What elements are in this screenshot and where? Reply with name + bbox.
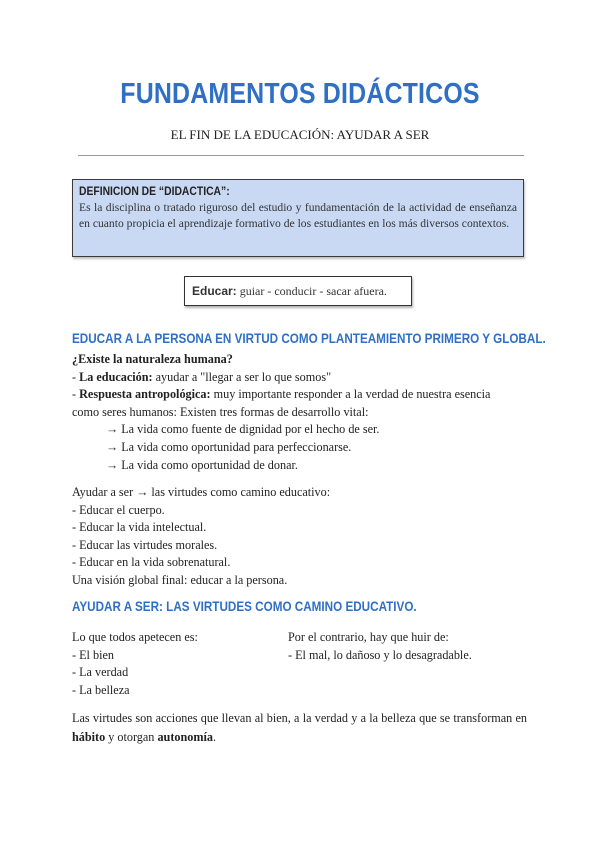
definition-heading: DEFINICION DE “DIDACTICA”: [79,186,230,198]
list-item: - Educar las virtudes morales. [72,537,218,552]
section1-body [72,351,490,474]
definition-box [72,179,524,257]
definition-body: Es la disciplina o tratado riguroso del estudio y fundamentación de la actividad de enseñanza en cuanto propicia el aprendizaje formativo de los estudiantes en los más diversos contextos. [79,201,517,230]
educar-box [184,276,412,306]
ayudar-intro: Ayudar a ser → las virtudes como camino educativo: [72,485,331,499]
educar-text: guiar - conducir - sacar afuera. [236,284,387,298]
page-title: FUNDAMENTOS DIDÁCTICOS [120,78,480,110]
ayudar-block [72,484,330,590]
right-column [288,629,472,664]
list-item: - Educar la vida intelectual. [72,520,207,535]
list-item: - Educar en la vida sobrenatural. [72,555,231,570]
final-line: Una visión global final: educar a la persona. [72,572,288,587]
list-item: - El bien [72,647,114,662]
right-title: Por el contrario, hay que huir de: [288,630,449,644]
closing-paragraph: Las virtudes son acciones que llevan al bien, a la verdad y a la belleza que se transforman en hábito y otorgan autonomía. [72,711,527,744]
education-line: - La educación: ayudar a "llegar a ser lo que somos" [72,369,332,384]
response-continuation: como seres humanos: Existen tres formas de desarrollo vital: [72,404,369,419]
title-divider [78,155,524,156]
page-subtitle: EL FIN DE LA EDUCACIÓN: AYUDAR A SER [170,127,430,142]
section2-heading: AYUDAR A SER: LAS VIRTUDES COMO CAMINO EDUCATIVO. [72,599,417,614]
list-item: - Educar el cuerpo. [72,502,165,517]
question-line: ¿Existe la naturaleza humana? [72,352,233,366]
response-line: - Respuesta antropológica: muy importante responder a la verdad de nuestra esencia [72,387,491,402]
list-item: → La vida como oportunidad de donar. [106,457,298,472]
list-item: - La verdad [72,665,129,680]
list-item: - El mal, lo dañoso y lo desagradable. [288,647,472,662]
list-item: → La vida como oportunidad para perfeccionarse. [106,439,352,454]
list-item: → La vida como fuente de dignidad por el hecho de ser. [106,422,380,437]
educar-label: Educar: [192,284,237,298]
list-item: - La belleza [72,682,130,697]
left-title: Lo que todos apetecen es: [72,630,198,644]
left-column [72,629,198,699]
section1-heading: EDUCAR A LA PERSONA EN VIRTUD COMO PLANTEAMIENTO PRIMERO Y GLOBAL. [72,331,546,346]
